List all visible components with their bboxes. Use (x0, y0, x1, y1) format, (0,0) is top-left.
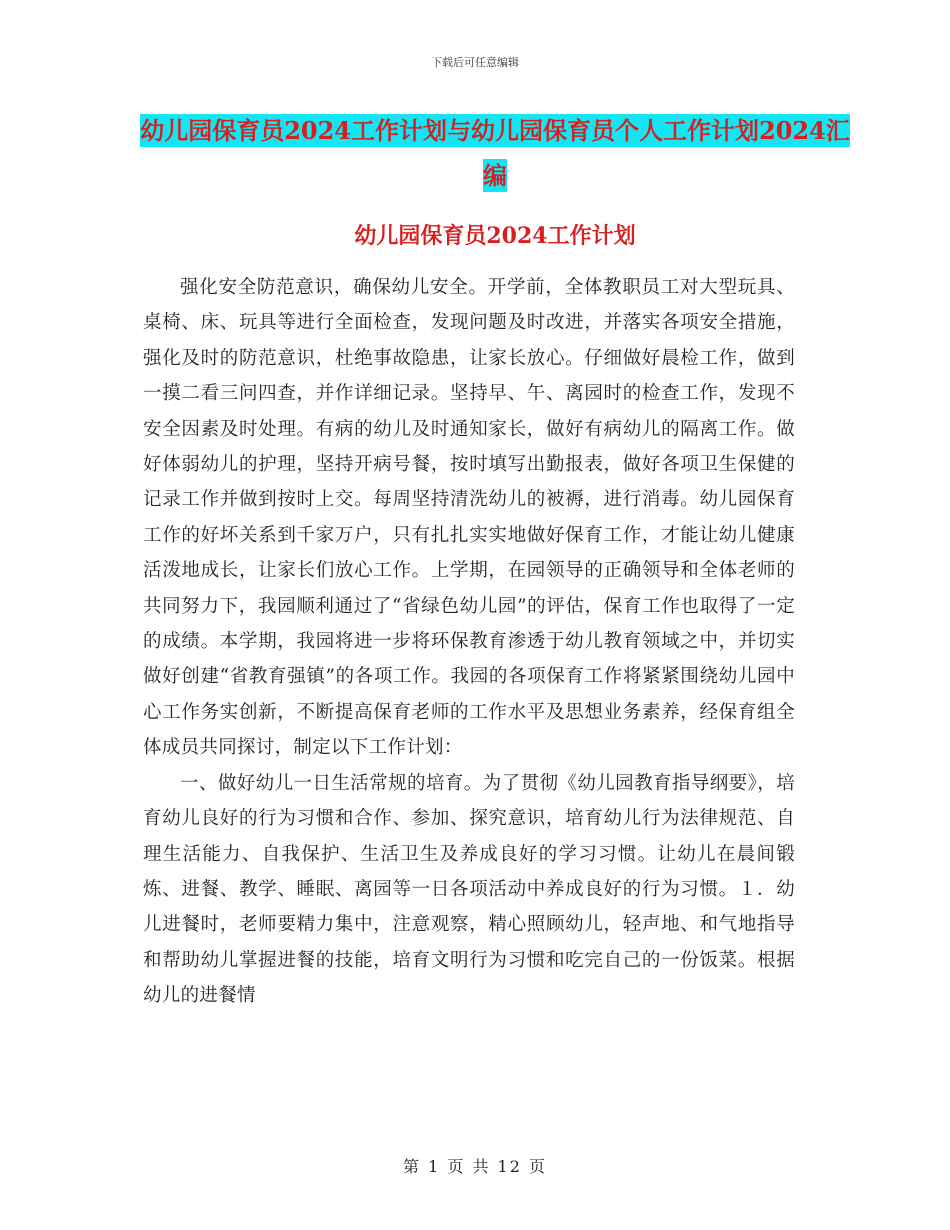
page-number-footer: 第 1 页 共 12 页 (403, 1157, 547, 1176)
body-paragraph: 强化安全防范意识，确保幼儿安全。开学前，全体教职员工对大型玩具、桌椅、床、玩具等进行全面检查，发现问题及时改进，并落实各项安全措施，强化及时的防范意识，杜绝事故隐患，让家长放心。仔细做好晨检工作，做到一摸二看三问四查，并作详细记录。坚持早、午、离园时的检查工作，发现不安全因素及时处理。有病的幼儿及时通知家长，做好有病幼儿的隔离工作。做好体弱幼儿的护理，坚持开病号餐，按时填写出勤报表，做好各项卫生保健的记录工作并做到按时上交。每周坚持清洗幼儿的被褥，进行消毒。幼儿园保育工作的好坏关系到千家万户，只有扎扎实实地做好保育工作，才能让幼儿健康活泼地成长，让家长们放心工作。上学期，在园领导的正确领导和全体老师的共同努力下，我园顺利通过了“省绿色幼儿园”的评估，保育工作也取得了一定的成绩。本学期，我园将进一步将环保教育渗透于幼儿教育领域之中，并切实做好创建“省教育强镇”的各项工作。我园的各项保育工作将紧紧围绕幼儿园中心工作务实创新，不断提高保育老师的工作水平及思想业务素养，经保育组全体成员共同探讨，制定以下工作计划： (143, 277, 795, 759)
document-title (140, 108, 850, 198)
body-paragraph: 一、做好幼儿一日生活常规的培育。为了贯彻《幼儿园教育指导纲要》，培育幼儿良好的行为习惯和合作、参加、探究意识，培育幼儿行为法律规范、自理生活能力、自我保护、生活卫生及养成良好的学习习惯。让幼儿在晨间锻炼、进餐、教学、睡眠、离园等一日各项活动中养成良好的行为习惯。１．幼儿进餐时，老师要精力集中，注意观察，精心照顾幼儿，轻声地、和气地指导和帮助幼儿掌握进餐的技能，培育文明行为习惯和吃完自己的一份饭菜。根据幼儿的进餐情 (143, 772, 795, 1007)
document-title-text: 幼儿园保育员2024工作计划与幼儿园保育员个人工作计划2024汇编 (140, 116, 850, 190)
section-title: 幼儿园保育员2024工作计划 (354, 223, 636, 249)
document-body (143, 270, 795, 1014)
page-header-note: 下载后可任意编辑 (431, 56, 519, 69)
